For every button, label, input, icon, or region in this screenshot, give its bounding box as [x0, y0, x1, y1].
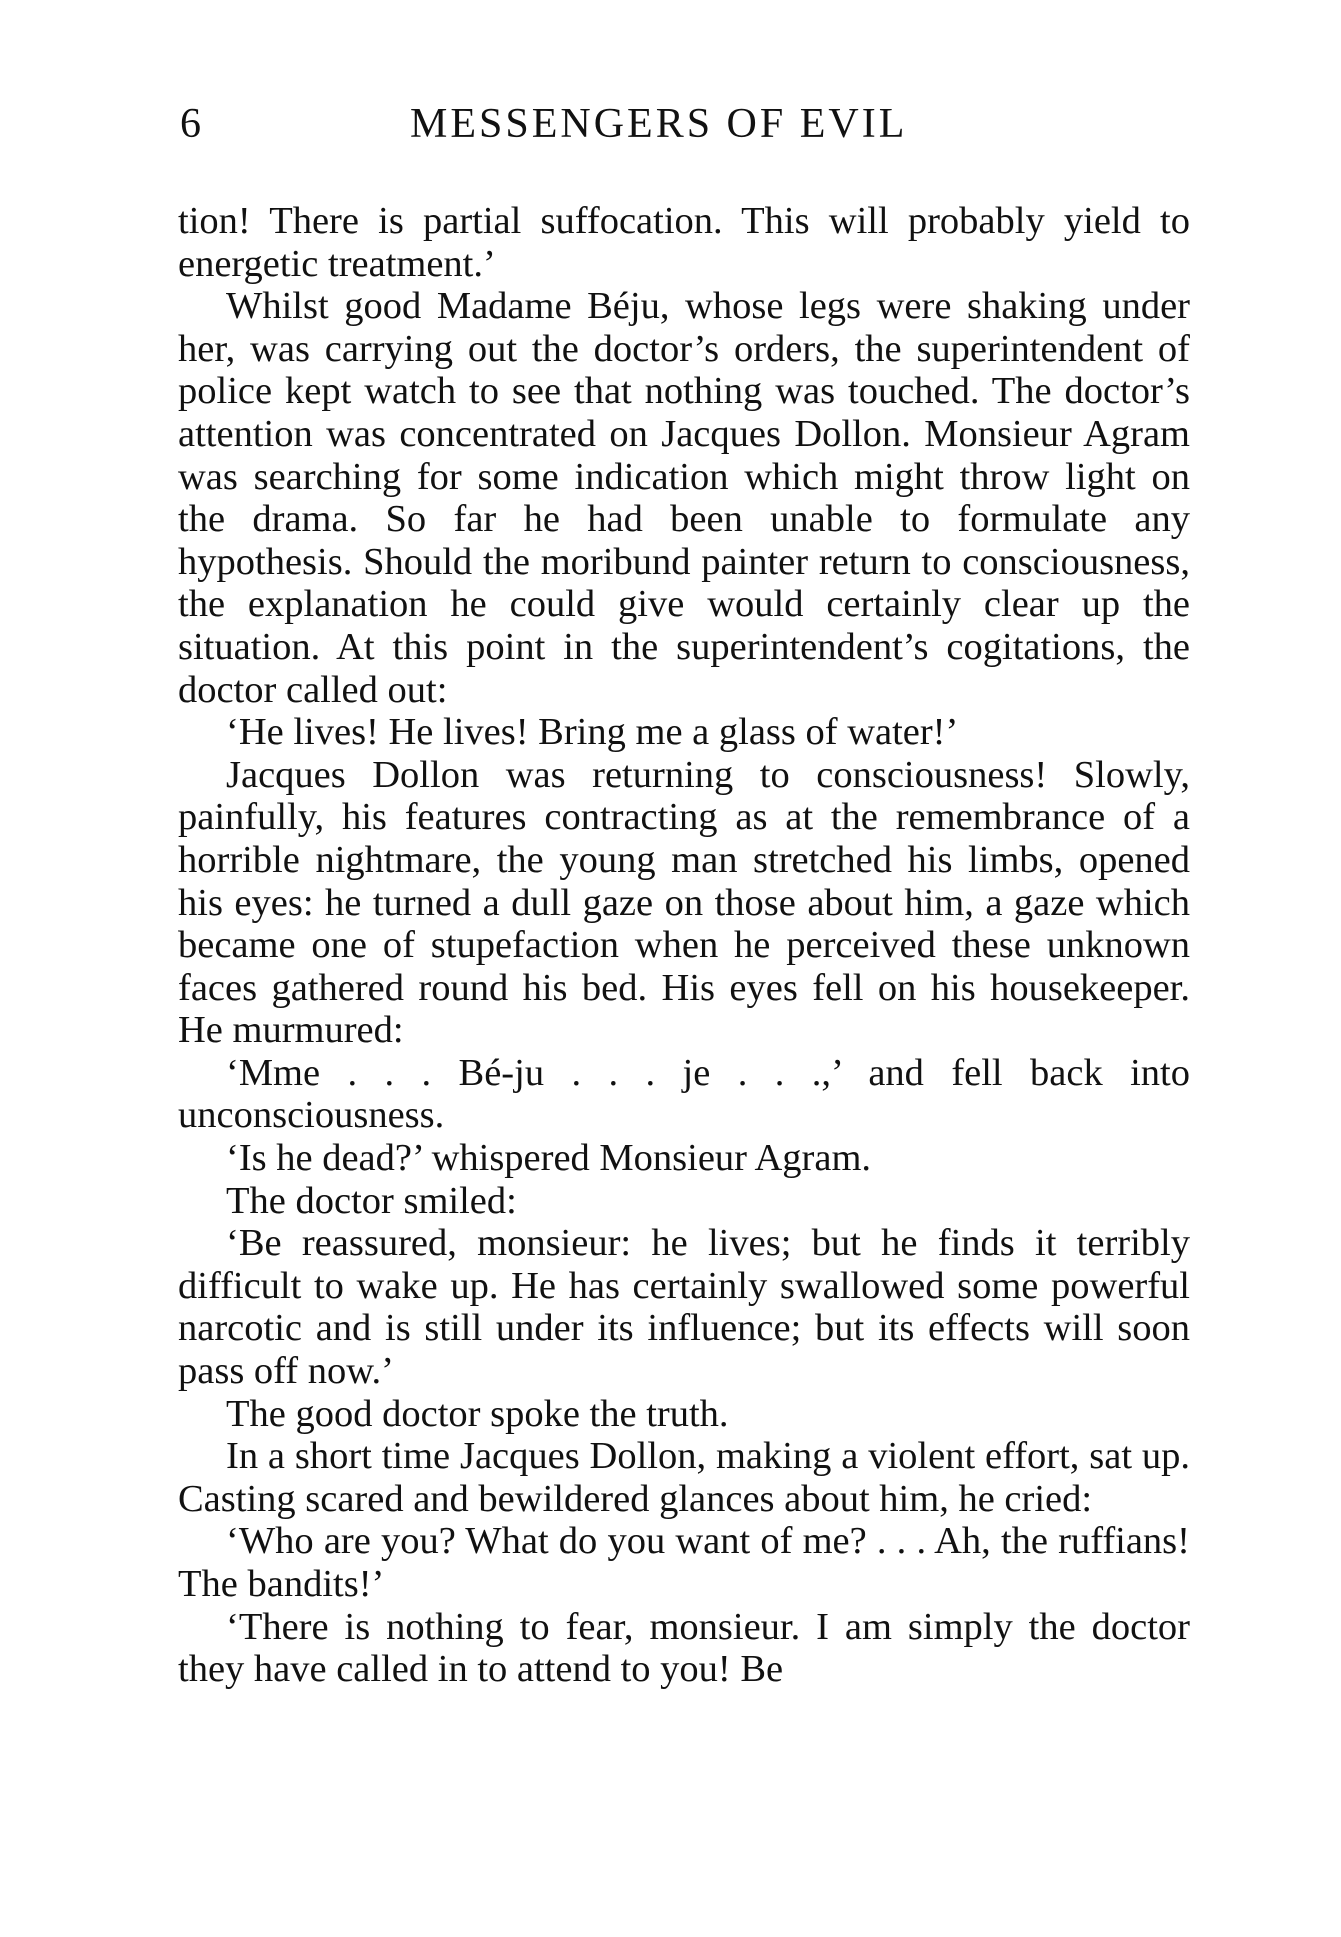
- paragraph-6: ‘Is he dead?’ whispered Monsieur Agram.: [226, 1137, 872, 1180]
- paragraph-8: ‘Be reassured, monsieur: he lives; but he finds it terribly difficult to wake up. He has certainly swallowed some powerful narcotic and is still under its influence; but its effects will soon pass off now.’: [178, 1222, 1190, 1393]
- paragraph-12: ‘There is nothing to fear, monsieur. I am simply the doctor they have called in to attend to you! Be: [178, 1605, 1190, 1691]
- paragraph-4: Jacques Dollon was returning to consciousness! Slowly, painfully, his features contracting as at the remembrance of a horrible nightmare, the young man stretched his limbs, opened his eyes: he turned a dull gaze on those about him, a gaze which became one of stupefaction when he perceived these unknown faces gathered round his bed. His eyes fell on his housekeeper. He murmured:: [178, 753, 1190, 1052]
- paragraph-3: ‘He lives! He lives! Bring me a glass of water!’: [226, 711, 959, 754]
- page-number: 6: [180, 101, 202, 147]
- paragraph-7: The doctor smiled:: [226, 1179, 517, 1222]
- paragraph-9: The good doctor spoke the truth.: [226, 1392, 729, 1435]
- paragraph-1: tion! There is partial suffocation. This will probably yield to energetic treatment.’: [178, 200, 1190, 285]
- body-text: [178, 200, 1190, 1691]
- paragraph-11: ‘Who are you? What do you want of me? . . . Ah, the ruffians! The bandits!’: [178, 1520, 1190, 1605]
- paragraph-10: In a short time Jacques Dollon, making a violent effort, sat up. Casting scared and bewildered glances about him, he cried:: [178, 1435, 1190, 1520]
- paragraph-2: Whilst good Madame Béju, whose legs were shaking under her, was carrying out the doctor’s orders, the superintendent of police kept watch to see that nothing was touched. The doctor’s attention was concentrated on Jacques Dollon. Monsieur Agram was searching for some indication which might throw light on the drama. So far he had been unable to formulate any hypothesis. Should the moribund painter return to consciousness, the explanation he could give would certainly clear up the situation. At this point in the superintendent’s cogitations, the doctor called out:: [178, 285, 1190, 711]
- running-head: [180, 100, 1190, 160]
- paragraph-5: ‘Mme . . . Bé-ju . . . je . . .,’ and fell back into unconsciousness.: [178, 1051, 1190, 1137]
- book-title: MESSENGERS OF EVIL: [410, 101, 908, 147]
